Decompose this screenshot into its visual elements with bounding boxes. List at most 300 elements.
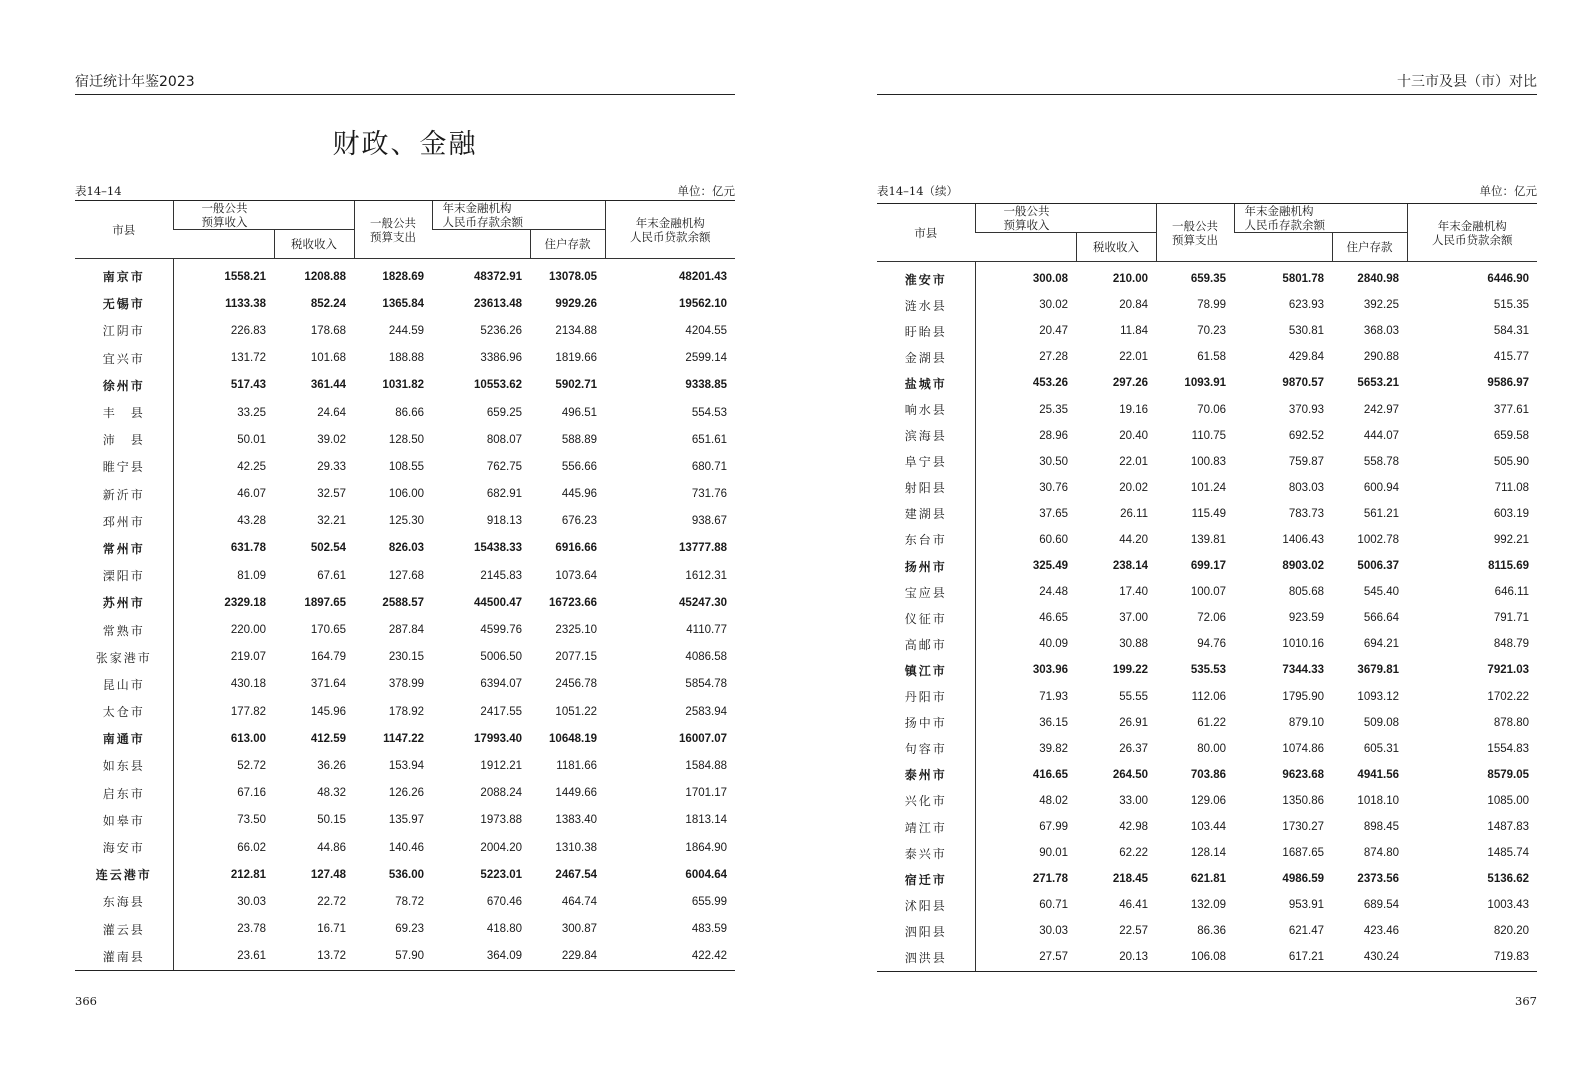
city-name-cell: 泰兴市 (904, 846, 947, 861)
unit-label: 单位：亿元 (677, 184, 735, 198)
value-cell: 10553.62 (474, 379, 522, 392)
value-cell: 1051.22 (555, 705, 597, 718)
city-name-cell: 太仓市 (102, 705, 145, 720)
city-name-cell: 仪征市 (904, 611, 947, 626)
value-cell: 5223.01 (480, 868, 522, 881)
value-cell: 430.24 (1332, 944, 1407, 971)
table-row (877, 736, 1537, 762)
value-cell: 219.07 (173, 644, 274, 671)
value-cell: 10648.19 (549, 732, 597, 745)
value-cell: 4110.77 (686, 624, 727, 637)
value-cell: 9586.97 (1487, 377, 1529, 390)
value-cell: 40.09 (975, 631, 1076, 657)
value-cell: 16007.07 (679, 732, 727, 745)
table-row (877, 292, 1537, 318)
value-cell: 1365.84 (382, 297, 424, 310)
value-cell: 588.89 (561, 433, 597, 446)
value-cell: 37.65 (975, 501, 1076, 527)
value-cell: 483.59 (691, 923, 727, 936)
city-name-cell: 如皋市 (102, 813, 145, 828)
table-row (877, 657, 1537, 683)
table-caption (75, 183, 735, 199)
value-cell: 1701.17 (685, 787, 727, 800)
header-budget-expenditure: 一般公共 预算支出 (354, 201, 432, 259)
city-name-cell: 阜宁县 (904, 455, 947, 470)
value-cell: 297.26 (1112, 377, 1148, 390)
value-cell: 1010.16 (1282, 638, 1324, 651)
city-name-cell: 射阳县 (904, 481, 947, 496)
city-name-cell: 溧阳市 (102, 569, 145, 584)
value-cell: 2599.14 (685, 352, 727, 365)
value-cell: 719.83 (1407, 944, 1537, 971)
value-cell: 584.31 (1493, 325, 1529, 338)
value-cell: 22.01 (1119, 455, 1148, 468)
value-cell: 1002.78 (1357, 533, 1399, 546)
value-cell: 422.42 (605, 943, 735, 971)
value-cell: 6446.90 (1487, 273, 1529, 286)
value-cell: 2588.57 (382, 596, 424, 609)
table-row (877, 370, 1537, 396)
value-cell: 44.20 (1119, 533, 1148, 546)
value-cell: 218.45 (1112, 873, 1148, 886)
value-cell: 16723.66 (549, 596, 597, 609)
value-cell: 1208.88 (304, 270, 346, 283)
value-cell: 621.81 (1190, 873, 1226, 886)
value-cell: 1612.31 (685, 569, 727, 582)
table-row (877, 710, 1537, 736)
value-cell: 558.78 (1363, 455, 1399, 468)
city-name-cell: 张家港市 (95, 650, 152, 665)
value-cell: 72.06 (1197, 612, 1226, 625)
value-cell: 42.25 (173, 453, 274, 480)
value-cell: 13078.05 (549, 270, 597, 283)
value-cell: 711.08 (1494, 481, 1529, 494)
value-cell: 70.23 (1197, 325, 1226, 338)
value-cell: 6004.64 (685, 868, 727, 881)
header-budget-revenue: 一般公共 预算收入 (975, 204, 1156, 233)
value-cell: 229.84 (530, 943, 605, 971)
value-cell: 805.68 (1288, 586, 1324, 599)
table-row (75, 807, 735, 834)
running-head (877, 76, 1537, 95)
value-cell: 7344.33 (1282, 664, 1324, 677)
table-row (877, 788, 1537, 814)
value-cell: 848.79 (1493, 638, 1529, 651)
table-row (75, 259, 735, 291)
value-cell: 517.43 (173, 372, 274, 399)
value-cell: 2583.94 (685, 705, 727, 718)
value-cell: 416.65 (975, 762, 1076, 788)
table-row (75, 861, 735, 888)
table-row (75, 671, 735, 698)
value-cell: 57.90 (354, 943, 432, 971)
value-cell: 676.23 (561, 515, 597, 528)
table-row (877, 501, 1537, 527)
table-row (75, 535, 735, 562)
value-cell: 287.84 (388, 624, 424, 637)
value-cell: 30.88 (1119, 638, 1148, 651)
value-cell: 2145.83 (480, 569, 522, 582)
value-cell: 1730.27 (1282, 821, 1324, 834)
value-cell: 67.16 (173, 780, 274, 807)
value-cell: 646.11 (1494, 586, 1529, 599)
value-cell: 444.07 (1363, 429, 1399, 442)
city-name-cell: 沛 县 (102, 433, 145, 448)
table-row (877, 344, 1537, 370)
value-cell: 230.15 (388, 651, 424, 664)
value-cell: 415.77 (1493, 351, 1529, 364)
city-name-cell: 淮安市 (904, 272, 947, 287)
value-cell: 32.21 (317, 515, 346, 528)
value-cell: 48372.91 (474, 270, 522, 283)
value-cell: 803.03 (1288, 481, 1324, 494)
value-cell: 67.61 (317, 569, 346, 582)
value-cell: 699.17 (1190, 560, 1226, 573)
value-cell: 923.59 (1288, 612, 1324, 625)
city-name-cell: 无锡市 (102, 297, 145, 312)
value-cell: 783.73 (1288, 507, 1324, 520)
value-cell: 1093.12 (1357, 690, 1399, 703)
table-row (75, 589, 735, 616)
value-cell: 33.25 (173, 399, 274, 426)
table-row (877, 262, 1537, 293)
city-name-cell: 句容市 (904, 742, 947, 757)
city-name-cell: 海安市 (102, 841, 145, 856)
yearbook-title: 宿迁统计年鉴2023 (75, 74, 195, 90)
table-row (877, 423, 1537, 449)
value-cell: 566.64 (1363, 612, 1399, 625)
city-name-cell: 盱眙县 (904, 324, 947, 339)
city-name-cell: 启东市 (102, 786, 145, 801)
city-name-cell: 南京市 (102, 270, 145, 285)
value-cell: 106.08 (1156, 944, 1234, 971)
value-cell: 605.31 (1363, 742, 1399, 755)
value-cell: 46.07 (173, 481, 274, 508)
value-cell: 2325.10 (555, 624, 597, 637)
table-row (75, 290, 735, 317)
value-cell: 7921.03 (1487, 664, 1529, 677)
value-cell: 4941.56 (1357, 768, 1399, 781)
value-cell: 242.97 (1363, 403, 1399, 416)
value-cell: 126.26 (388, 787, 424, 800)
value-cell: 1147.22 (383, 732, 424, 745)
value-cell: 8579.05 (1487, 768, 1529, 781)
page-number: 367 (1515, 994, 1537, 1008)
table-row (877, 605, 1537, 631)
city-name-cell: 苏州市 (102, 596, 145, 611)
value-cell: 670.46 (486, 895, 522, 908)
value-cell: 50.01 (173, 426, 274, 453)
value-cell: 50.15 (317, 814, 346, 827)
value-cell: 37.00 (1119, 612, 1148, 625)
value-cell: 613.00 (173, 725, 274, 752)
value-cell: 826.03 (388, 542, 424, 555)
value-cell: 15438.33 (474, 542, 522, 555)
value-cell: 4986.59 (1282, 873, 1324, 886)
value-cell: 46.41 (1119, 899, 1148, 912)
value-cell: 2329.18 (173, 589, 274, 616)
value-cell: 101.68 (310, 352, 346, 365)
value-cell: 1085.00 (1487, 794, 1529, 807)
value-cell: 1350.86 (1282, 794, 1324, 807)
value-cell: 1310.38 (555, 841, 597, 854)
table-row (877, 553, 1537, 579)
city-name-cell: 沭阳县 (904, 898, 947, 913)
value-cell: 464.74 (561, 895, 597, 908)
value-cell: 692.52 (1288, 429, 1324, 442)
value-cell: 177.82 (173, 698, 274, 725)
finance-table-continued (877, 203, 1537, 972)
value-cell: 80.00 (1197, 742, 1226, 755)
value-cell: 554.53 (691, 406, 727, 419)
city-name-cell: 东台市 (904, 533, 947, 548)
city-name-cell: 金湖县 (904, 350, 947, 365)
value-cell: 67.99 (975, 814, 1076, 840)
table-row (75, 345, 735, 372)
value-cell: 370.93 (1288, 403, 1324, 416)
value-cell: 655.99 (691, 895, 727, 908)
value-cell: 30.76 (975, 475, 1076, 501)
value-cell: 423.46 (1363, 925, 1399, 938)
value-cell: 90.01 (975, 840, 1076, 866)
city-name-cell: 睢宁县 (102, 460, 145, 475)
table-row (877, 396, 1537, 422)
value-cell: 101.24 (1190, 481, 1226, 494)
value-cell: 61.58 (1197, 351, 1226, 364)
value-cell: 515.35 (1493, 299, 1529, 312)
value-cell: 1449.66 (555, 787, 597, 800)
city-name-cell: 建湖县 (904, 507, 947, 522)
table-row (877, 814, 1537, 840)
table-row (75, 508, 735, 535)
value-cell: 48.32 (317, 787, 346, 800)
value-cell: 24.64 (317, 406, 346, 419)
city-name-cell: 丰 县 (102, 406, 145, 421)
value-cell: 820.20 (1493, 925, 1529, 938)
table-row (75, 916, 735, 943)
city-name-cell: 泰州市 (904, 768, 947, 783)
value-cell: 46.65 (975, 605, 1076, 631)
value-cell: 5653.21 (1357, 377, 1399, 390)
value-cell: 429.84 (1288, 351, 1324, 364)
value-cell: 45247.30 (679, 596, 727, 609)
value-cell: 20.47 (975, 318, 1076, 344)
value-cell: 125.30 (388, 515, 424, 528)
value-cell: 617.21 (1234, 944, 1332, 971)
city-name-cell: 连云港市 (95, 868, 152, 883)
value-cell: 556.66 (561, 460, 597, 473)
value-cell: 703.86 (1190, 768, 1226, 781)
value-cell: 100.07 (1190, 586, 1226, 599)
value-cell: 953.91 (1288, 899, 1324, 912)
header-deposits: 年末金融机构 人民币存款余额 (1234, 204, 1407, 233)
value-cell: 1973.88 (480, 814, 522, 827)
value-cell: 108.55 (388, 460, 424, 473)
value-cell: 52.72 (173, 752, 274, 779)
value-cell: 418.80 (486, 923, 522, 936)
value-cell: 1073.64 (555, 569, 597, 582)
value-cell: 39.82 (975, 736, 1076, 762)
value-cell: 100.83 (1190, 455, 1226, 468)
value-cell: 26.37 (1119, 742, 1148, 755)
value-cell: 300.08 (975, 262, 1076, 293)
value-cell: 377.61 (1493, 403, 1529, 416)
city-name-cell: 滨海县 (904, 429, 947, 444)
value-cell: 127.68 (388, 569, 424, 582)
value-cell: 1702.22 (1487, 690, 1529, 703)
chapter-title: 十三市及县（市）对比 (1397, 74, 1537, 90)
table-row (75, 888, 735, 915)
header-tax-revenue: 税收收入 (274, 230, 354, 259)
value-cell: 44.86 (317, 841, 346, 854)
value-cell: 60.71 (975, 892, 1076, 918)
value-cell: 5236.26 (480, 324, 522, 337)
table-row (75, 481, 735, 508)
value-cell: 226.83 (173, 317, 274, 344)
value-cell: 530.81 (1288, 325, 1324, 338)
city-name-cell: 兴化市 (904, 794, 947, 809)
value-cell: 48.02 (975, 788, 1076, 814)
table-row (75, 426, 735, 453)
header-budget-revenue: 一般公共 预算收入 (173, 201, 354, 230)
page-number: 366 (75, 994, 97, 1008)
value-cell: 73.50 (173, 807, 274, 834)
city-name-cell: 镇江市 (904, 663, 947, 678)
value-cell: 1795.90 (1282, 690, 1324, 703)
value-cell: 5006.37 (1357, 560, 1399, 573)
value-cell: 139.81 (1190, 533, 1226, 546)
value-cell: 536.00 (388, 868, 424, 881)
value-cell: 22.57 (1119, 925, 1148, 938)
city-name-cell: 新沂市 (102, 487, 145, 502)
value-cell: 1383.40 (555, 814, 597, 827)
value-cell: 808.07 (486, 433, 522, 446)
value-cell: 27.28 (975, 344, 1076, 370)
value-cell: 199.22 (1112, 664, 1148, 677)
value-cell: 300.87 (561, 923, 597, 936)
value-cell: 5136.62 (1487, 873, 1529, 886)
value-cell: 24.48 (975, 579, 1076, 605)
value-cell: 129.06 (1190, 794, 1226, 807)
value-cell: 430.18 (173, 671, 274, 698)
value-cell: 4086.58 (685, 651, 727, 664)
city-name-cell: 泗洪县 (877, 944, 975, 971)
value-cell: 762.75 (486, 460, 522, 473)
value-cell: 453.26 (975, 370, 1076, 396)
value-cell: 1093.91 (1184, 377, 1226, 390)
value-cell: 26.91 (1119, 716, 1148, 729)
value-cell: 303.96 (975, 657, 1076, 683)
table-row (75, 698, 735, 725)
table-row (877, 944, 1537, 971)
value-cell: 502.54 (310, 542, 346, 555)
value-cell: 378.99 (388, 678, 424, 691)
value-cell: 5801.78 (1282, 273, 1324, 286)
value-cell: 178.68 (310, 324, 346, 337)
table-row (75, 834, 735, 861)
table-row (75, 644, 735, 671)
value-cell: 17.40 (1119, 586, 1148, 599)
value-cell: 131.72 (173, 345, 274, 372)
value-cell: 16.71 (317, 923, 346, 936)
value-cell: 364.09 (432, 943, 530, 971)
table-row (877, 449, 1537, 475)
value-cell: 78.99 (1197, 299, 1226, 312)
table-row (877, 762, 1537, 788)
value-cell: 623.93 (1288, 299, 1324, 312)
city-name-cell: 邳州市 (102, 514, 145, 529)
value-cell: 9929.26 (555, 297, 597, 310)
value-cell: 2004.20 (480, 841, 522, 854)
right-page (877, 0, 1537, 1077)
value-cell: 5902.71 (555, 379, 597, 392)
value-cell: 115.49 (1191, 507, 1226, 520)
value-cell: 689.54 (1363, 899, 1399, 912)
value-cell: 55.55 (1119, 690, 1148, 703)
header-loans: 年末金融机构 人民币贷款余额 (1407, 204, 1537, 262)
table-row (877, 475, 1537, 501)
value-cell: 27.57 (975, 944, 1076, 971)
city-name-cell: 高邮市 (904, 637, 947, 652)
value-cell: 290.88 (1363, 351, 1399, 364)
value-cell: 361.44 (310, 379, 346, 392)
value-cell: 30.03 (173, 888, 274, 915)
city-name-cell: 扬中市 (904, 716, 947, 731)
header-loans: 年末金融机构 人民币贷款余额 (605, 201, 735, 259)
value-cell: 188.88 (388, 352, 424, 365)
value-cell: 1074.86 (1282, 742, 1324, 755)
value-cell: 2077.15 (555, 651, 597, 664)
running-head (75, 76, 735, 95)
value-cell: 36.15 (975, 710, 1076, 736)
table-row (75, 399, 735, 426)
value-cell: 1864.90 (685, 841, 727, 854)
city-name-cell: 盐城市 (904, 376, 947, 391)
value-cell: 680.71 (691, 460, 727, 473)
value-cell: 8115.69 (1488, 560, 1529, 573)
value-cell: 271.78 (975, 866, 1076, 892)
value-cell: 545.40 (1363, 586, 1399, 599)
value-cell: 1813.14 (685, 814, 727, 827)
value-cell: 48201.43 (679, 270, 727, 283)
value-cell: 791.71 (1493, 612, 1529, 625)
value-cell: 17993.40 (474, 732, 522, 745)
value-cell: 8903.02 (1282, 560, 1324, 573)
value-cell: 28.96 (975, 423, 1076, 449)
value-cell: 33.00 (1119, 794, 1148, 807)
value-cell: 659.25 (486, 406, 522, 419)
value-cell: 39.02 (317, 433, 346, 446)
table-row (75, 780, 735, 807)
value-cell: 2088.24 (480, 787, 522, 800)
city-name-cell: 宝应县 (904, 585, 947, 600)
value-cell: 43.28 (173, 508, 274, 535)
value-cell: 874.80 (1363, 847, 1399, 860)
table-row (75, 943, 735, 971)
city-name-cell: 丹阳市 (904, 690, 947, 705)
table-row (877, 866, 1537, 892)
value-cell: 621.47 (1288, 925, 1324, 938)
value-cell: 71.93 (975, 684, 1076, 710)
value-cell: 32.57 (317, 488, 346, 501)
value-cell: 368.03 (1363, 325, 1399, 338)
city-name-cell: 江阴市 (102, 324, 145, 339)
table-row (75, 317, 735, 344)
table-row (75, 372, 735, 399)
value-cell: 30.50 (975, 449, 1076, 475)
value-cell: 3679.81 (1357, 664, 1399, 677)
unit-label: 单位：亿元 (1479, 184, 1537, 198)
